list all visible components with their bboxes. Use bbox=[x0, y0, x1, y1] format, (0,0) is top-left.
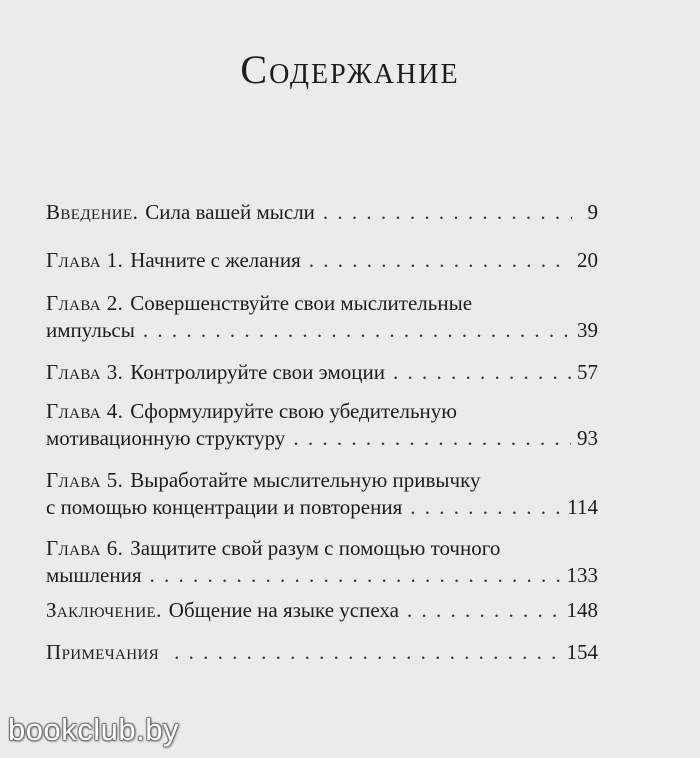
toc-entry-label: Введение. bbox=[46, 200, 139, 224]
toc-entry-title-continued: с помощью концентрации и повторения bbox=[46, 495, 403, 519]
toc-entry-notes bbox=[46, 640, 598, 665]
dot-leader bbox=[143, 318, 571, 343]
toc-entry-page: 20 bbox=[577, 248, 598, 272]
toc-entry-label: Глава 3. bbox=[46, 360, 124, 384]
dot-leader bbox=[323, 200, 572, 225]
toc-entry-chapter-6 bbox=[46, 536, 598, 588]
toc-entry-page: 154 bbox=[566, 640, 598, 664]
toc-entry-chapter-4 bbox=[46, 399, 598, 451]
dot-leader bbox=[309, 248, 571, 273]
toc-entry-chapter-3 bbox=[46, 360, 598, 385]
page-title: Содержание bbox=[240, 47, 460, 92]
toc-entry-conclusion bbox=[46, 598, 598, 623]
toc-entry-title-continued: мышления bbox=[46, 563, 142, 587]
dot-leader bbox=[410, 495, 561, 520]
toc-entry-label: Глава 2. bbox=[46, 291, 124, 315]
toc-entry-page: 133 bbox=[566, 563, 598, 587]
toc-entry-title: Сформулируйте свою убедительную bbox=[130, 399, 457, 423]
toc-entry-page: 39 bbox=[577, 318, 598, 342]
toc-entry-label: Глава 1. bbox=[46, 248, 124, 272]
toc-entry-title: Защитите свой разум с помощью точного bbox=[130, 536, 501, 560]
dot-leader bbox=[393, 360, 571, 385]
site-watermark: bookclub.by bbox=[8, 712, 179, 747]
dot-leader bbox=[150, 563, 561, 588]
toc-entry-title: Начните с желания bbox=[130, 248, 301, 272]
toc-entry-title-continued: импульсы bbox=[46, 318, 135, 342]
toc-entry-introduction bbox=[46, 200, 598, 225]
toc-entry-chapter-5 bbox=[46, 468, 598, 520]
toc-entry-label: Глава 5. bbox=[46, 468, 124, 492]
toc-entry-title: Сила вашей мысли bbox=[145, 200, 315, 224]
toc-entry-chapter-2 bbox=[46, 291, 598, 343]
dot-leader bbox=[293, 426, 571, 451]
toc-entry-page: 114 bbox=[567, 495, 598, 519]
toc-entry-chapter-1 bbox=[46, 248, 598, 273]
toc-entry-label: Глава 6. bbox=[46, 536, 124, 560]
dot-leader bbox=[407, 598, 561, 623]
toc-entry-label: Заключение. bbox=[46, 598, 162, 622]
toc-entry-page: 93 bbox=[577, 426, 598, 450]
toc-entry-title-continued: мотивационную структуру bbox=[46, 426, 286, 450]
toc-entry-label: Глава 4. bbox=[46, 399, 124, 423]
toc-entry-page: 9 bbox=[587, 200, 598, 224]
toc-entry-title: Общение на языке успеха bbox=[168, 598, 399, 622]
dot-leader bbox=[174, 640, 560, 665]
toc-entry-title: Совершенствуйте свои мыслительные bbox=[130, 291, 473, 315]
toc-entry-title: Контролируйте свои эмоции bbox=[130, 360, 385, 384]
toc-entry-title: Выработайте мыслительную привычку bbox=[130, 468, 481, 492]
toc-entry-label: Примечания bbox=[46, 640, 160, 664]
toc-entry-page: 148 bbox=[566, 598, 598, 622]
toc-entry-page: 57 bbox=[577, 360, 598, 384]
